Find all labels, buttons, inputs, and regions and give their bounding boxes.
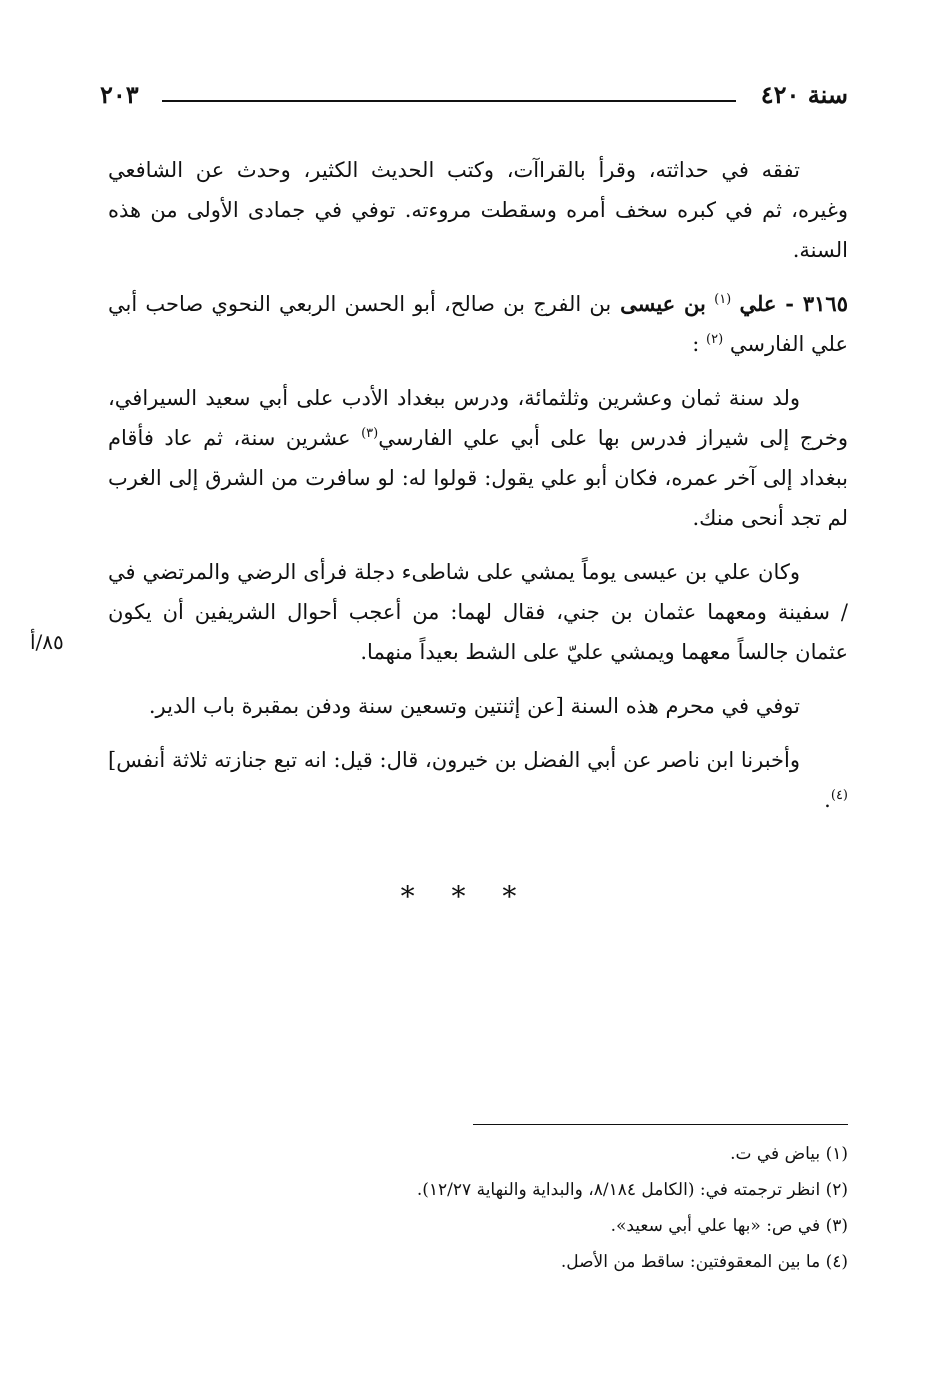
main-text (108, 150, 848, 834)
footnote-ref-2: (٢) (706, 332, 724, 347)
header-rule (162, 100, 736, 102)
paragraph-1: تفقه في حداثته، وقرأ بالقراآت، وكتب الحديث الكثير، وحدث عن الشافعي وغيره، ثم في كبره سخف أمره وسقطت مروءته. توفي في جمادى الأولى من هذه السنة. (108, 158, 848, 262)
footnote-ref-3: (٣) (361, 426, 379, 441)
footnote-2: (٢) انظر ترجمته في: (الكامل ٨/١٨٤، والبداية والنهاية ١٢/٢٧). (416, 1180, 848, 1200)
paragraph-4: وكان علي بن عيسى يوماً يمشي على شاطىء دجلة فرأى الرضي والمرتضي في / سفينة ومعهما عثمان بن جني، فقال لهما: من أعجب أحوال الشريفين أن يكون عثمان جالساً معهما ويمشي عليّ على الشط بعيداً منهما. (108, 560, 848, 664)
footnote-1: (١) بياض في ت. (730, 1144, 848, 1164)
entry-colon: : (692, 332, 700, 356)
footnote-ref-4: (٤) (830, 788, 848, 803)
marginal-folio-note: ٨٥/أ (30, 630, 64, 654)
paragraph-6-end: . (824, 788, 831, 812)
paragraph-3-part-a: ولد سنة ثمان وعشرين وثلثمائة، ودرس ببغداد الأدب على أبي سعيد السيرافي، وخرج إلى شيراز فدرس بها على أبي علي الفارسي (108, 386, 848, 450)
footnote-3: (٣) في ص: «بها علي أبي سعيد». (610, 1216, 848, 1236)
paragraph-6-text: وأخبرنا ابن ناصر عن أبي الفضل بن خيرون، قال: قيل: انه تبع جنازته ثلاثة أنفس] (108, 748, 800, 772)
header-year: سنة ٤٢٠ (760, 80, 848, 109)
entry-name-bold: بن عيسى (611, 291, 706, 316)
entry-number: ٣١٦٥ - علي (739, 291, 848, 316)
paragraph-entry-3165 (108, 284, 848, 364)
section-separator: * * * (400, 880, 531, 913)
page-number: ٢٠٣ (100, 80, 139, 109)
paragraph-6 (108, 740, 848, 820)
footnote-4: (٤) ما بين المعقوفتين: ساقط من الأصل. (560, 1252, 848, 1272)
paragraph-3-part-b: عشرين سنة، ثم عاد فأقام ببغداد إلى آخر عمره، فكان أبو علي يقول: قولوا له: لو سافرت من الشرق إلى الغرب لم تجد أنحى منك. (108, 426, 848, 530)
footnote-ref-1: (١) (714, 292, 732, 307)
footnotes (300, 1136, 848, 1280)
page-header (100, 80, 848, 116)
footnote-rule (473, 1124, 848, 1125)
paragraph-3 (108, 378, 848, 538)
entry-name-rest: بن الفرج بن صالح، أبو الحسن الربعي النحوي صاحب أبي علي الفارسي (108, 292, 848, 356)
paragraph-5: توفي في محرم هذه السنة [عن إثنتين وتسعين سنة ودفن بمقبرة باب الدير. (148, 694, 800, 718)
